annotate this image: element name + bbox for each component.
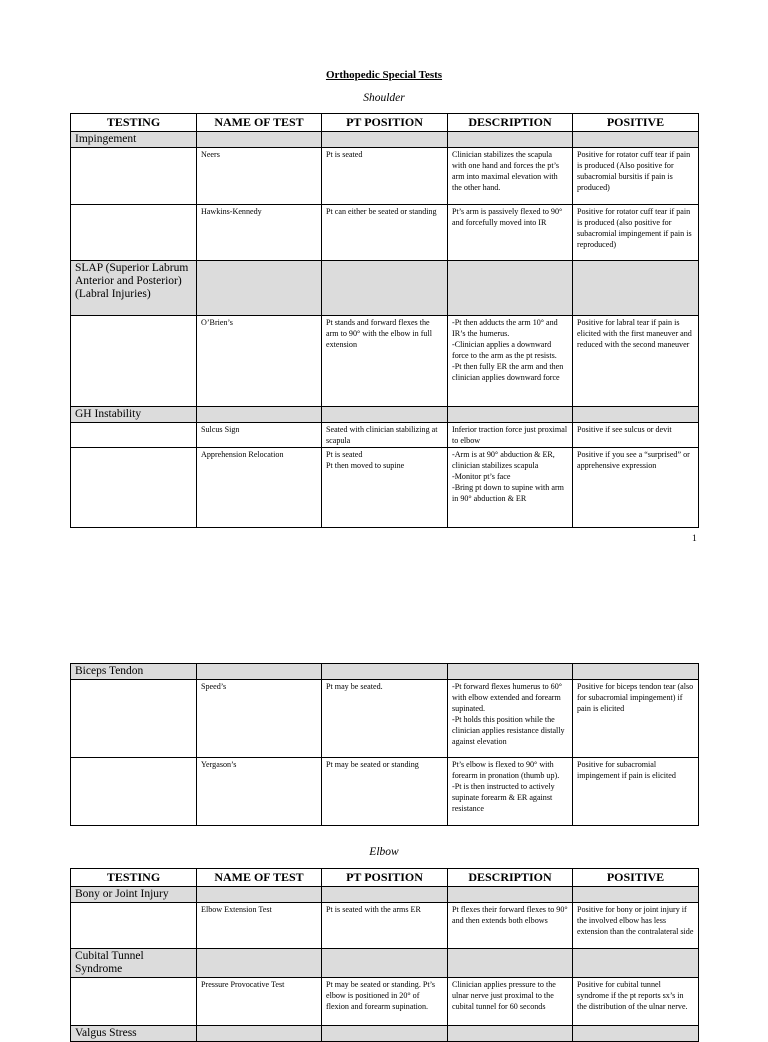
category-row-cubital-tunnel (71, 949, 699, 978)
test-positive: Positive for subacromial impingement if pain is elicited (573, 758, 699, 826)
description-step: -Pt then fully ER the arm and then clinician applies downward force (452, 362, 564, 382)
test-name: Pressure Provocative Test (197, 978, 322, 1026)
test-positive: Positive if see sulcus or devit (573, 423, 699, 448)
test-name: Yergason’s (197, 758, 322, 826)
test-description: Clinician applies pressure to the ulnar nerve just proximal to the cubital tunnel for 60 seconds (448, 978, 573, 1026)
header-testing: TESTING (71, 869, 197, 887)
table-row-elbow-extension (71, 903, 699, 949)
test-positive: Positive for rotator cuff tear if pain is produced (Also positive for subacromial bursitis if pain is produced) (573, 148, 699, 205)
header-name-of-test: NAME OF TEST (197, 869, 322, 887)
category-label: Impingement (71, 132, 197, 148)
category-row-biceps-tendon (71, 664, 699, 680)
category-label: Biceps Tendon (71, 664, 197, 680)
table-row-pressure-provocative (71, 978, 699, 1026)
elbow-tests-table (70, 868, 699, 1042)
description-step: -Bring pt down to supine with arm in 90° abduction & ER (452, 483, 564, 503)
table-header-row (71, 869, 699, 887)
test-position: Pt can either be seated or standing (322, 205, 448, 261)
table-row-neers (71, 148, 699, 205)
table-header-row (71, 114, 699, 132)
test-position: Pt stands and forward flexes the arm to 90° with the elbow in full extension (322, 316, 448, 407)
category-row-gh-instability (71, 407, 699, 423)
test-name: Speed’s (197, 680, 322, 758)
test-position: Pt may be seated or standing. Pt’s elbow is positioned in 20° of flexion and forearm supination. (322, 978, 448, 1026)
test-name: Sulcus Sign (197, 423, 322, 448)
table-row-hawkins-kennedy (71, 205, 699, 261)
test-position: Pt is seated (322, 148, 448, 205)
test-positive: Positive for labral tear if pain is elicited with the first maneuver and reduced with the second maneuver (573, 316, 699, 407)
category-row-valgus-stress (71, 1026, 699, 1042)
test-description: Pt flexes their forward flexes to 90° and then extends both elbows (448, 903, 573, 949)
position-step: Pt is seated (326, 450, 363, 459)
test-position: Pt may be seated or standing (322, 758, 448, 826)
test-positive: Positive for biceps tendon tear (also for subacromial impingement) if pain is elicited (573, 680, 699, 758)
test-position: Pt may be seated. (322, 680, 448, 758)
category-row-impingement (71, 132, 699, 148)
header-testing: TESTING (71, 114, 197, 132)
test-position (322, 448, 448, 528)
shoulder-tests-table (70, 113, 699, 528)
description-step: -Monitor pt’s face (452, 472, 511, 481)
test-positive: Positive for bony or joint injury if the involved elbow has less extension than the contralateral side (573, 903, 699, 949)
test-description (448, 680, 573, 758)
test-name: Hawkins-Kennedy (197, 205, 322, 261)
header-name-of-test: NAME OF TEST (197, 114, 322, 132)
test-description: Pt’s arm is passively flexed to 90° and forcefully moved into IR (448, 205, 573, 261)
table-row-yergasons (71, 758, 699, 826)
category-row-slap (71, 261, 699, 316)
category-row-bony-joint-injury (71, 887, 699, 903)
section-title-shoulder: Shoulder (363, 92, 405, 104)
description-step: -Pt then adducts the arm 10° and IR’s the humerus. (452, 318, 558, 338)
test-description (448, 448, 573, 528)
description-step: -Arm is at 90° abduction & ER, clinician stabilizes scapula (452, 450, 555, 470)
table-row-speeds (71, 680, 699, 758)
category-label: Bony or Joint Injury (71, 887, 197, 903)
test-name: Neers (197, 148, 322, 205)
header-positive: POSITIVE (573, 869, 699, 887)
position-step: Pt then moved to supine (326, 461, 405, 470)
header-description: DESCRIPTION (448, 114, 573, 132)
test-positive: Positive for cubital tunnel syndrome if the pt reports sx’s in the distribution of the ulnar nerve. (573, 978, 699, 1026)
header-pt-position: PT POSITION (322, 869, 448, 887)
test-position: Pt is seated with the arms ER (322, 903, 448, 949)
test-description (448, 758, 573, 826)
test-positive: Positive for rotator cuff tear if pain is produced (also positive for subacromial impingement if pain is reproduced) (573, 205, 699, 261)
table-row-obriens (71, 316, 699, 407)
description-step: -Pt holds this position while the clinician applies resistance distally against elevation (452, 715, 565, 746)
header-description: DESCRIPTION (448, 869, 573, 887)
test-description (448, 316, 573, 407)
category-label: GH Instability (71, 407, 197, 423)
shoulder-tests-table-continued (70, 663, 699, 826)
test-name: O’Brien’s (197, 316, 322, 407)
description-step: Pt’s elbow is flexed to 90° with forearm in pronation (thumb up). (452, 760, 560, 780)
section-title-elbow: Elbow (369, 846, 399, 858)
header-positive: POSITIVE (573, 114, 699, 132)
category-label: Cubital Tunnel Syndrome (71, 949, 197, 978)
table-row-apprehension-relocation (71, 448, 699, 528)
category-label: Valgus Stress (71, 1026, 197, 1042)
description-step: -Pt forward flexes humerus to 60° with elbow extended and forearm supinated. (452, 682, 563, 713)
description-step: -Clinician applies a downward force to the arm as the pt resists. (452, 340, 557, 360)
test-name: Apprehension Relocation (197, 448, 322, 528)
header-pt-position: PT POSITION (322, 114, 448, 132)
test-positive: Positive if you see a “surprised” or apprehensive expression (573, 448, 699, 528)
test-description: Inferior traction force just proximal to elbow (448, 423, 573, 448)
test-position: Seated with clinician stabilizing at scapula (322, 423, 448, 448)
description-step: -Pt is then instructed to actively supinate forearm & ER against resistance (452, 782, 555, 813)
table-row-sulcus-sign (71, 423, 699, 448)
document-title: Orthopedic Special Tests (325, 69, 443, 81)
page-number: 1 (692, 534, 697, 544)
test-name: Elbow Extension Test (197, 903, 322, 949)
category-label: SLAP (Superior Labrum Anterior and Posterior) (Labral Injuries) (71, 261, 197, 316)
test-description: Clinician stabilizes the scapula with one hand and forces the pt’s arm into maximal elevation with the other hand. (448, 148, 573, 205)
